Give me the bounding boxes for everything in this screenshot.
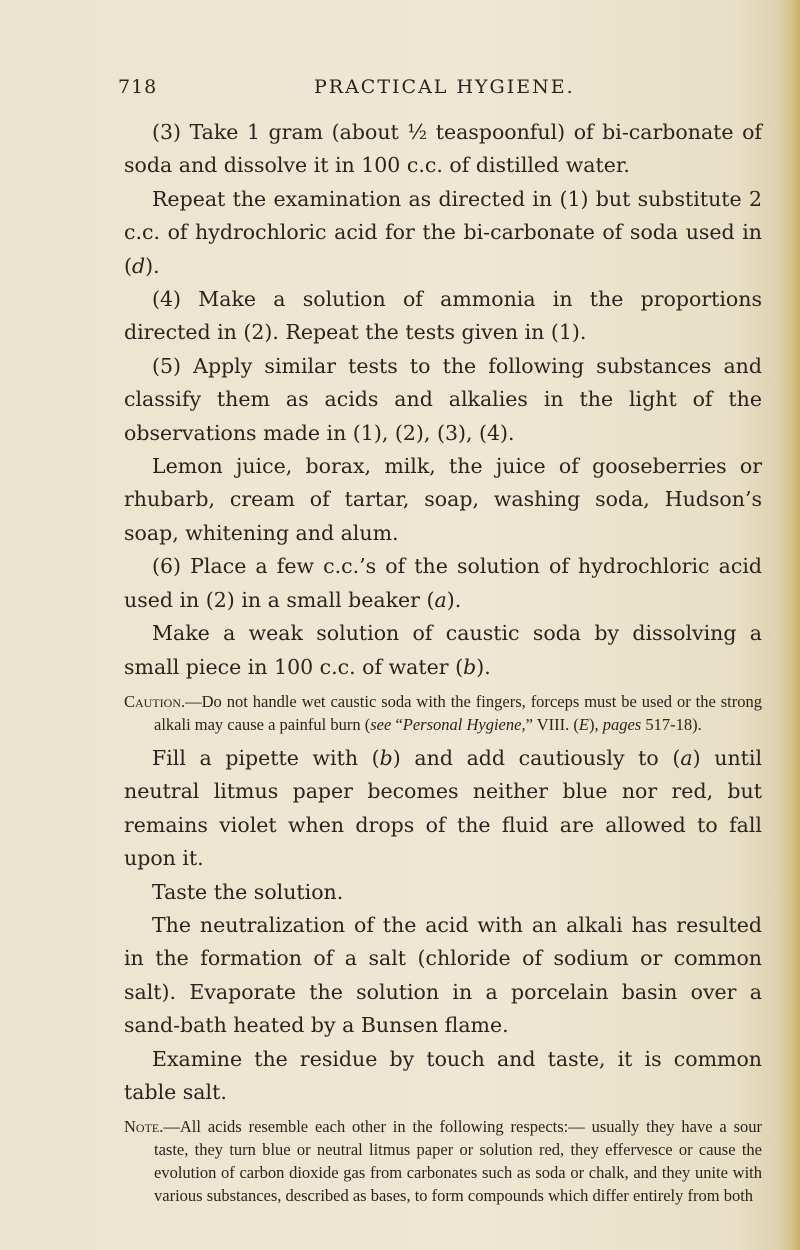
text-run: ). [145,253,160,278]
text-run: ) and add cautiously to ( [392,745,681,770]
caution-block [124,690,762,736]
paragraph-caustic-soda [124,617,762,684]
text-run: 517-18). [641,714,702,734]
text-run: ) until neutral litmus paper becomes neither blue nor red, but remains violet when drops of the fluid are allowed to fall upon it. [124,745,762,871]
text-run: (6) Place a few c.c.’s of the solution of hydrochloric acid used in (2) in a small beaker ( [124,554,762,612]
text-run: Fill a pipette with ( [152,745,380,770]
text-run-italic: E [578,714,589,734]
text-run: ” VIII. ( [525,714,579,734]
text-run: Make a weak solution of caustic soda by dissolving a small piece in 100 c.c. of water ( [124,621,762,679]
text-run: —All acids resemble each other in the following respects:— usually they have a sour taste, they turn blue or neutral litmus paper or solution red, they effervesce or cause the evolution of carbon dioxide gas from carbonates such as soda or chalk, and they unite with various substances, described as bases, to form compounds which differ entirely from both [154,1117,762,1206]
paragraph-residue: Examine the residue by touch and taste, it is common table salt. [124,1046,762,1104]
text-run-italic: Personal Hygiene, [402,714,526,734]
text-run: —Do not handle wet caustic soda with the fingers, forceps must be used or the strong alkali may cause a painful burn ( [154,691,762,734]
body-text [124,116,762,1213]
text-run: ), [588,714,603,734]
text-run: Repeat the examination as directed in (1) but substitute 2 c.c. of hydrochloric acid for the bi-carbonate of soda used in ( [124,186,762,278]
text-run-italic: a [434,587,447,612]
text-run-italic: see [370,714,392,734]
paragraph-step-4: (4) Make a solution of ammonia in the proportions directed in (2). Repeat the tests given in (1). [124,287,762,345]
paragraph-substances-list: Lemon juice, borax, milk, the juice of gooseberries or rhubarb, cream of tartar, soap, washing soda, Hudson’s soap, whitening and alum. [124,454,762,545]
text-run-italic: b [379,745,393,770]
paragraph-step-3-repeat [124,183,762,283]
caution-note [124,690,762,736]
paragraph-step-6 [124,550,762,617]
text-run: ). [446,587,462,612]
note-block [124,1115,762,1207]
page-edge [778,0,800,1250]
text-run: “ [391,714,403,734]
paragraph-taste: Taste the solution. [152,879,344,904]
paragraph-neutralization: The neutralization of the acid with an alkali has resulted in the formation of a salt (chloride of sodium or common salt). Evaporate the solution in a porcelain basin over a sand-bath heated by a Bunsen flame. [124,912,762,1038]
running-title: PRACTICAL HYGIENE. [314,76,575,98]
paragraph-pipette [124,742,762,876]
paragraph-step-3: (3) Take 1 gram (about ½ teaspoonful) of bi-carbonate of soda and dissolve it in 100 c.c. of distilled water. [124,120,762,178]
text-run-italic: b [463,654,477,679]
acids-note [124,1115,762,1207]
text-run-italic: d [132,253,146,278]
text-run-italic: pages [602,714,642,734]
paragraph-step-5: (5) Apply similar tests to the following substances and classify them as acids and alkalies in the light of the observations made in (1), (2), (3), (4). [124,353,762,445]
note-label: Note. [124,1117,164,1137]
page-number: 718 [118,76,158,98]
running-head [118,76,768,102]
text-run-italic: a [680,745,693,770]
text-run: ). [476,654,491,679]
caution-label: Caution. [124,691,186,711]
